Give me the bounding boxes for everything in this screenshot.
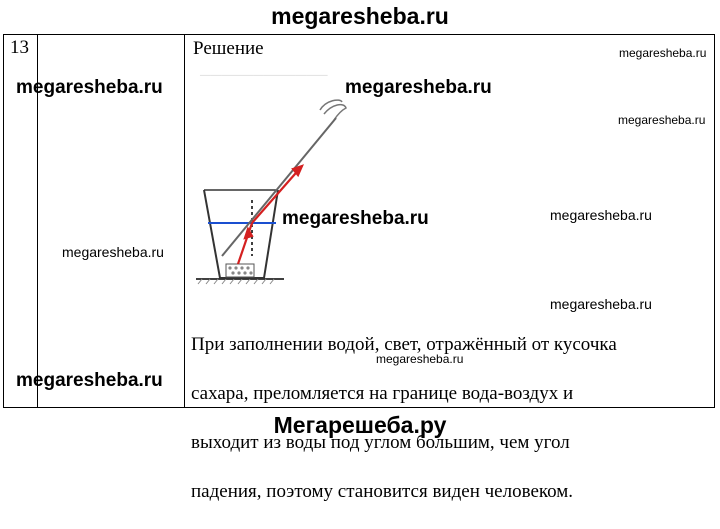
solution-title: Решение	[193, 38, 264, 59]
bleed-through-text: ────────────	[200, 68, 328, 84]
sugar-cube	[226, 264, 254, 277]
watermark-medium[interactable]: megaresheba.ru	[550, 207, 652, 223]
site-header[interactable]: megaresheba.ru	[271, 3, 449, 29]
refraction-figure	[192, 96, 352, 286]
watermark-small[interactable]: megaresheba.ru	[376, 352, 464, 366]
site-footer[interactable]: Мегарешеба.ру	[273, 412, 447, 438]
solution-line: сахара, преломляется на границе вода-воздух и	[191, 382, 574, 404]
watermark-big[interactable]: megaresheba.ru	[16, 370, 163, 391]
watermark-big[interactable]: megaresheba.ru	[16, 77, 163, 98]
solution-line: выходит из воды под углом большим, чем угол	[191, 431, 570, 453]
solution-line: При заполнении водой, свет, отражённый от кусочка	[191, 333, 617, 355]
sight-line	[222, 118, 336, 256]
column-divider-2	[184, 35, 185, 407]
watermark-small[interactable]: megaresheba.ru	[619, 46, 707, 60]
watermark-medium[interactable]: megaresheba.ru	[62, 244, 164, 260]
watermark-big[interactable]: megaresheba.ru	[282, 208, 429, 229]
watermark-medium[interactable]: megaresheba.ru	[550, 296, 652, 312]
watermark-small[interactable]: megaresheba.ru	[618, 113, 706, 127]
ray-arrowhead	[245, 229, 252, 238]
watermark-big[interactable]: megaresheba.ru	[345, 77, 492, 98]
solution-line: падения, поэтому становится виден человеком.	[191, 480, 574, 502]
task-number: 13	[10, 37, 29, 58]
